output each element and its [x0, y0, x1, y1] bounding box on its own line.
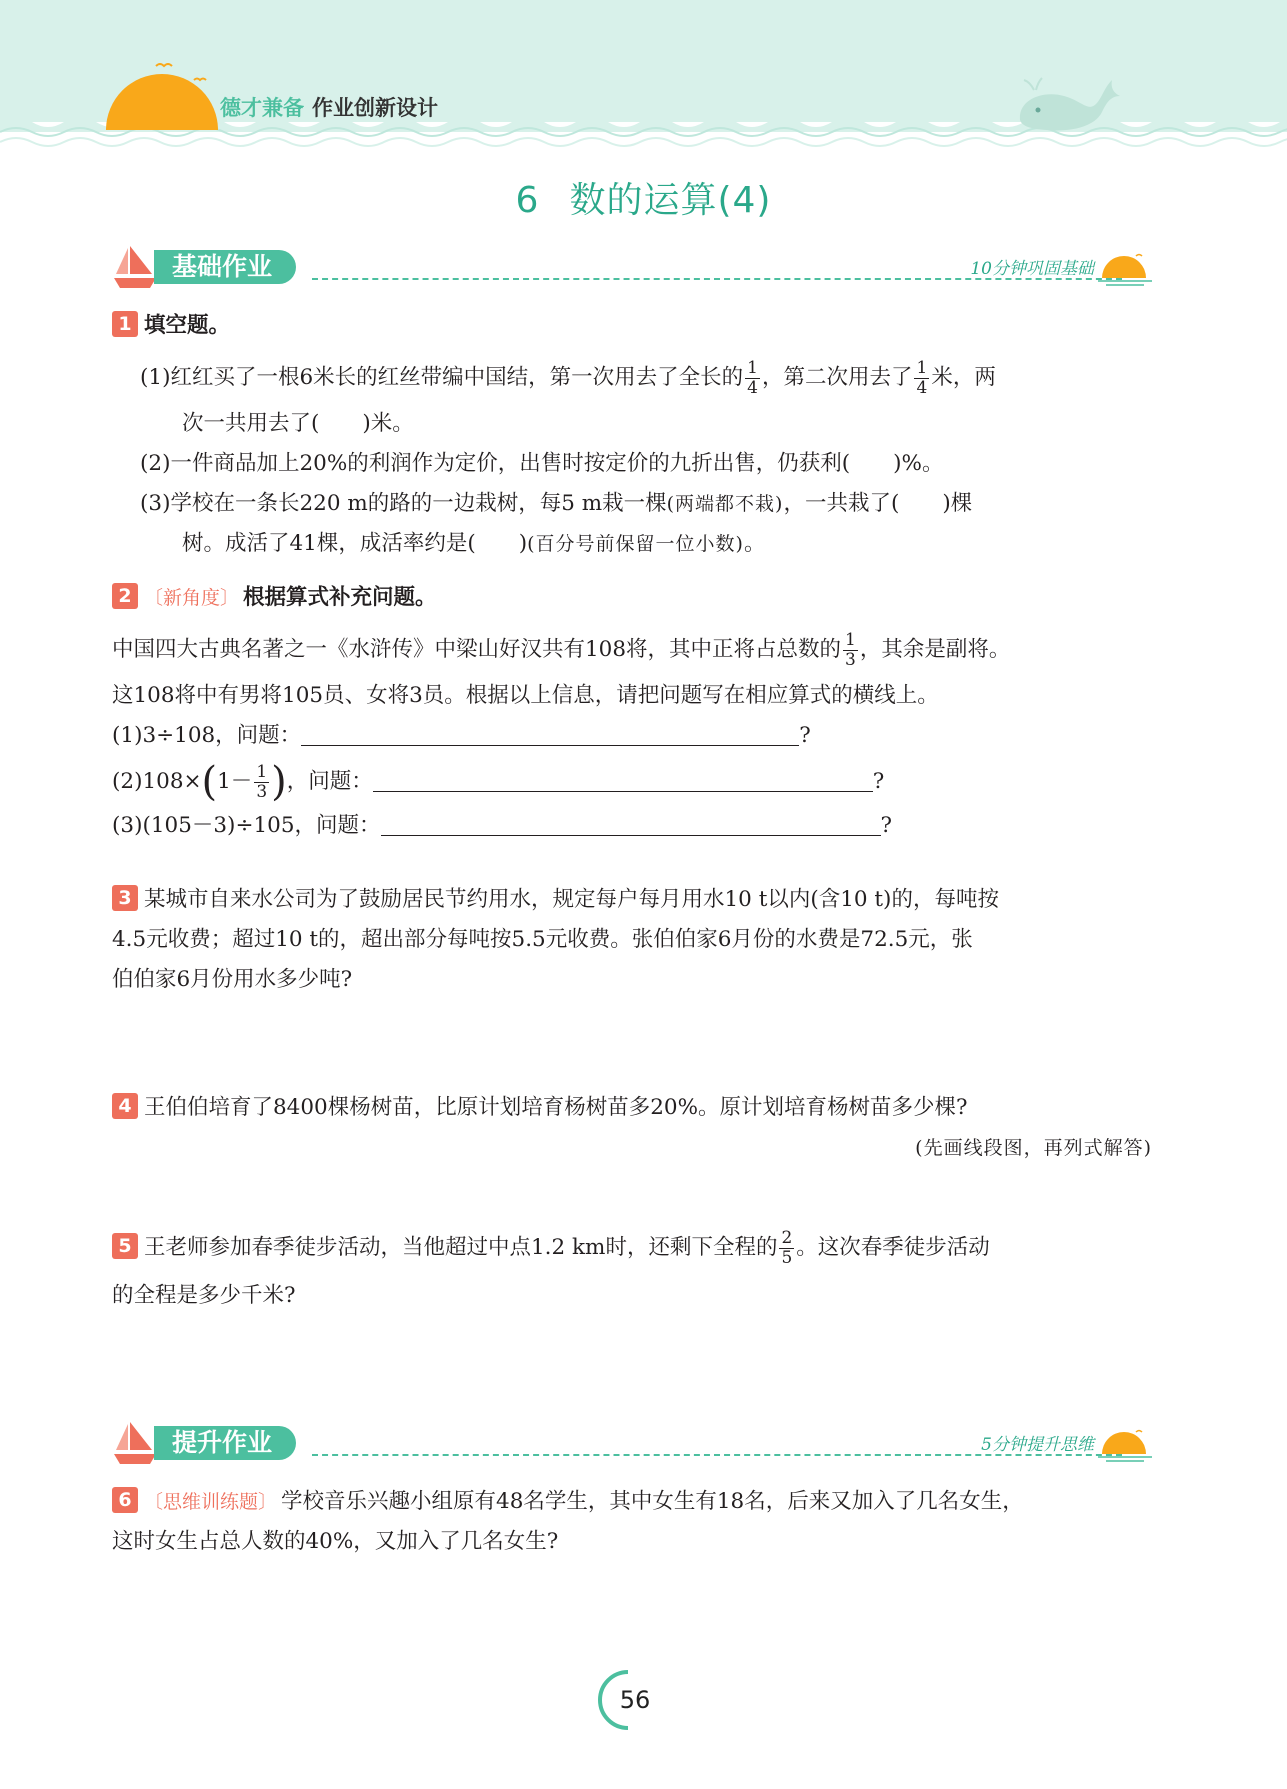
question-tag: 〔新角度〕 [144, 587, 240, 609]
fraction-numerator: 2 [781, 1227, 793, 1248]
right-paren: ) [271, 759, 287, 805]
fraction-numerator: 1 [916, 357, 928, 378]
question-title: 填空题。 [144, 313, 231, 338]
question-number-badge: 2 [112, 583, 138, 609]
q2-intro-b: ，其余是副将。 [859, 637, 1011, 662]
fraction [914, 359, 929, 398]
fraction-numerator: 1 [256, 761, 268, 782]
q1-part3-text-c: ，一共栽了( )棵 [783, 491, 973, 516]
question-number-badge: 5 [112, 1233, 138, 1259]
chapter-name: 数的运算(4) [569, 180, 772, 221]
chapter-number: 6 [515, 180, 540, 221]
q2-intro-a: 中国四大古典名著之一《水浒传》中梁山好汉共有108将，其中正将占总数的 [112, 637, 842, 662]
q2-formula-3: (3)(105－3)÷105，问题： [112, 813, 381, 838]
fraction-denominator: 4 [916, 377, 928, 398]
q1-part3-hint: (百分号前保留一位小数) [527, 533, 744, 555]
answer-line-1[interactable] [301, 717, 799, 746]
section-time-basic: 10分钟巩固基础 [970, 259, 1094, 279]
sun-icon [104, 58, 224, 133]
section-banner-advanced [112, 1418, 1152, 1478]
q2-formula-2-one: 1－ [217, 769, 253, 794]
fraction [745, 359, 760, 398]
question-mark: ? [872, 769, 885, 794]
q2-formula-1: (1)3÷108，问题： [112, 723, 302, 748]
small-sun-icon [1098, 252, 1152, 288]
fraction-denominator: 5 [781, 1247, 793, 1268]
question-number-badge: 6 [112, 1487, 138, 1513]
q6-line-2: 这时女生占总人数的40%，又加入了几名女生? [112, 1529, 559, 1554]
question-mark: ? [880, 813, 893, 838]
question-mark: ? [799, 723, 811, 748]
fraction [254, 763, 269, 802]
fraction [779, 1229, 794, 1268]
small-sun-icon [1098, 1428, 1152, 1464]
section-time-advanced: 5分钟提升思维 [981, 1435, 1094, 1455]
q1-part3-text-a: (3)学校在一条长220 m的路的一边栽树，每5 m栽一棵 [140, 491, 667, 516]
q1-part1-text-d: 次一共用去了( )米。 [182, 411, 414, 436]
fraction-denominator: 3 [845, 649, 856, 670]
brand-title [220, 92, 438, 122]
question-4 [112, 1088, 1152, 1168]
section-banner-basic [112, 242, 1152, 302]
question-6 [112, 1482, 1152, 1562]
q6-line-1: 学校音乐兴趣小组原有48名学生，其中女生有18名，后来又加入了几名女生， [281, 1489, 1024, 1514]
q4-line-1: 王伯伯培育了8400棵杨树苗，比原计划培育杨树苗多20%。原计划培育杨树苗多少棵? [144, 1095, 968, 1120]
q3-line-2: 4.5元收费；超过10 t的，超出部分每吨按5.5元收费。张伯伯家6月份的水费是72.5元，张 [112, 927, 973, 952]
question-number-badge: 4 [112, 1093, 138, 1119]
question-title: 根据算式补充问题。 [243, 585, 437, 610]
q1-part1-text-a: (1)红红买了一根6米长的红丝带编中国结，第一次用去了全长的 [140, 365, 744, 390]
q2-intro-c: 这108将中有男将105员、女将3员。根据以上信息，请把问题写在相应算式的横线上。 [112, 683, 939, 708]
question-number-badge: 1 [112, 311, 138, 337]
q2-formula-2-a: (2)108× [112, 769, 202, 794]
q1-part1-text-b: ，第二次用去了 [761, 365, 913, 390]
q5-line-1-a: 王老师参加春季徒步活动，当他超过中点1.2 km时，还剩下全程的 [144, 1235, 778, 1260]
fraction-numerator: 1 [845, 629, 856, 650]
section-label-advanced: 提升作业 [154, 1426, 296, 1460]
brand-dark: 作业创新设计 [312, 96, 438, 120]
question-tag: 〔思维训练题〕 [144, 1491, 278, 1513]
boat-icon [112, 242, 158, 290]
q1-part1-text-c: 米，两 [931, 365, 996, 390]
q4-hint: (先画线段图，再列式解答) [915, 1137, 1152, 1159]
question-2 [112, 578, 1152, 846]
q3-line-1: 某城市自来水公司为了鼓励居民节约用水，规定每户每月用水10 t以内(含10 t)的，每吨按 [144, 887, 999, 912]
fraction-denominator: 4 [747, 377, 758, 398]
fraction-denominator: 3 [256, 781, 268, 802]
question-3 [112, 880, 1152, 1000]
answer-line-2[interactable] [373, 763, 873, 792]
answer-line-3[interactable] [381, 807, 881, 836]
chapter-title [0, 172, 1287, 223]
question-number-badge: 3 [112, 885, 138, 911]
q5-line-2: 的全程是多少千米? [112, 1283, 296, 1308]
q1-part3-note: (两端都不栽) [666, 493, 784, 515]
fraction-numerator: 1 [747, 357, 758, 378]
brand-green: 德才兼备 [220, 96, 304, 120]
whale-icon [1012, 72, 1122, 134]
question-1 [112, 306, 1152, 564]
fraction [843, 631, 858, 670]
q5-line-1-b: 。这次春季徒步活动 [796, 1235, 990, 1260]
q1-part3-end: 。 [743, 531, 766, 556]
q1-part2: (2)一件商品加上20%的利润作为定价，出售时按定价的九折出售，仍获利( )%。 [140, 451, 944, 476]
left-paren: ( [201, 759, 218, 805]
boat-icon [112, 1418, 158, 1466]
question-5 [112, 1228, 1152, 1316]
q3-line-3: 伯伯家6月份用水多少吨? [112, 967, 353, 992]
q2-formula-2-b: ，问题： [286, 769, 373, 794]
page-number: 56 [619, 1686, 651, 1714]
q1-part3-text-d: 树。成活了41棵，成活率约是( ) [182, 531, 528, 556]
section-label-basic: 基础作业 [154, 250, 296, 284]
